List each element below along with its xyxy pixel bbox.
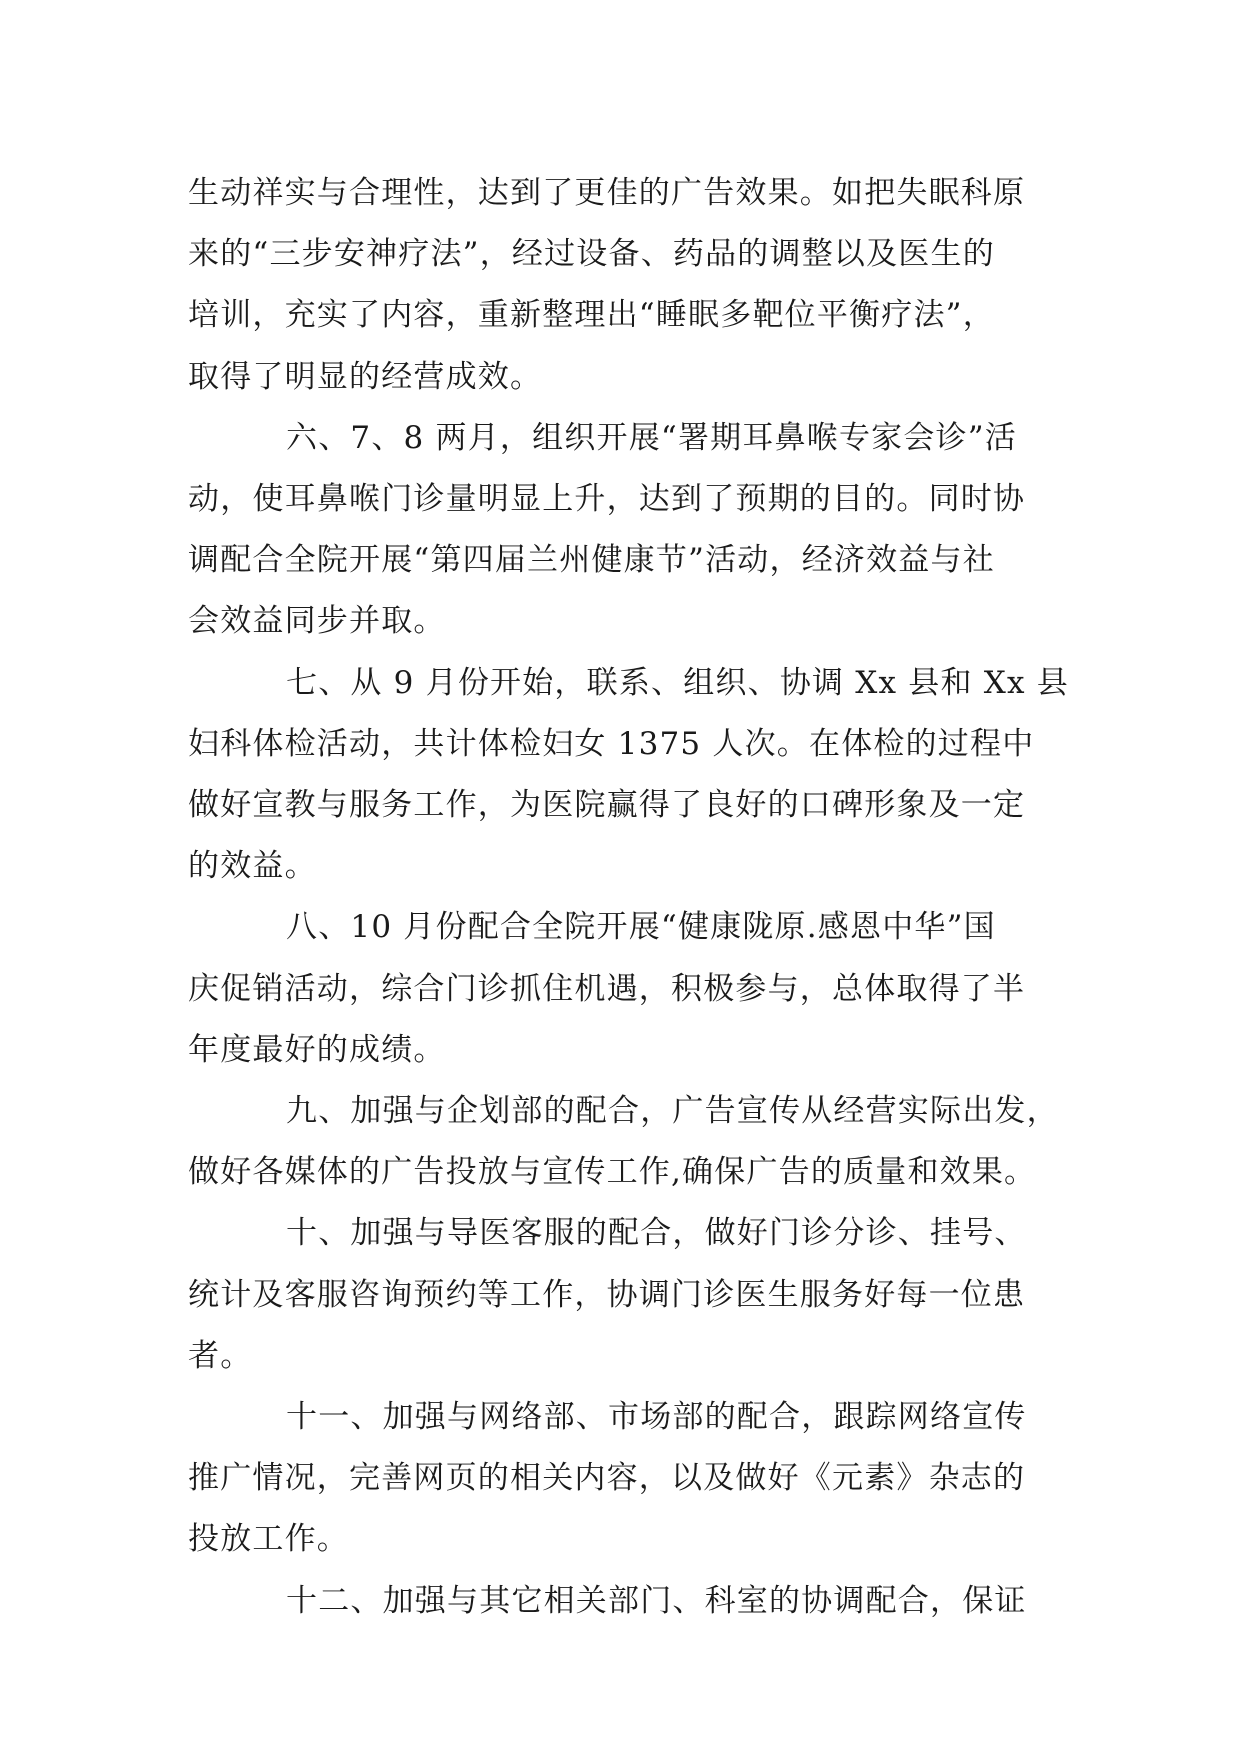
text-line: 培训，充实了内容，重新整理出“睡眠多靶位平衡疗法”， bbox=[188, 297, 995, 334]
text-line: 调配合全院开展“第四届兰州健康节”活动，经济效益与社 bbox=[188, 542, 995, 579]
text-line: 者。 bbox=[188, 1337, 253, 1374]
text-line: 做好宣教与服务工作，为医院赢得了良好的口碑形象及一定 bbox=[188, 787, 1026, 824]
document-body bbox=[188, 163, 1068, 1632]
paragraph-item-10 bbox=[188, 1203, 1068, 1387]
text-line: 九、加强与企划部的配合，广告宣传从经营实际出发， bbox=[286, 1093, 1059, 1130]
text-line: 妇科体检活动，共计体检妇女 1375 人次。在体检的过程中 bbox=[188, 725, 1035, 762]
paragraph-item-7 bbox=[188, 653, 1068, 898]
text-line: 会效益同步并取。 bbox=[188, 603, 446, 640]
text-line: 投放工作。 bbox=[188, 1521, 349, 1558]
text-line: 生动祥实与合理性，达到了更佳的广告效果。如把失眠科原 bbox=[188, 175, 1026, 211]
paragraph-item-6 bbox=[188, 408, 1068, 653]
paragraph-item-9 bbox=[188, 1081, 1068, 1203]
text-line: 六、7、8 两月，组织开展“署期耳鼻喉专家会诊”活 bbox=[286, 419, 1017, 456]
text-line: 统计及客服咨询预约等工作，协调门诊医生服务好每一位患 bbox=[188, 1276, 1026, 1313]
text-line: 十、加强与导医客服的配合，做好门诊分诊、挂号、 bbox=[286, 1215, 1027, 1252]
paragraph-continuation bbox=[188, 163, 1068, 408]
paragraph-item-8 bbox=[188, 897, 1068, 1081]
paragraph-item-11 bbox=[188, 1387, 1068, 1571]
text-line: 年度最好的成绩。 bbox=[188, 1031, 446, 1068]
text-line: 十二、加强与其它相关部门、科室的协调配合，保证 bbox=[286, 1582, 1027, 1619]
text-line: 动，使耳鼻喉门诊量明显上升，达到了预期的目的。同时协 bbox=[188, 481, 1026, 518]
text-line: 推广情况，完善网页的相关内容，以及做好《元素》杂志的 bbox=[188, 1460, 1026, 1497]
text-line: 来的“三步安神疗法”，经过设备、药品的调整以及医生的 bbox=[188, 236, 995, 273]
text-line: 十一、加强与网络部、市场部的配合，跟踪网络宣传 bbox=[286, 1399, 1027, 1436]
text-line: 八、10 月份配合全院开展“健康陇原.感恩中华”国 bbox=[286, 909, 996, 946]
text-line: 庆促销活动，综合门诊抓住机遇，积极参与，总体取得了半 bbox=[188, 970, 1026, 1007]
text-line: 七、从 9 月份开始，联系、组织、协调 Xx 县和 Xx 县 bbox=[286, 664, 1069, 701]
text-line: 取得了明显的经营成效。 bbox=[188, 358, 543, 395]
text-line: 做好各媒体的广告投放与宣传工作,确保广告的质量和效果。 bbox=[188, 1154, 1037, 1191]
paragraph-item-12 bbox=[188, 1571, 1068, 1632]
text-line: 的效益。 bbox=[188, 848, 317, 885]
